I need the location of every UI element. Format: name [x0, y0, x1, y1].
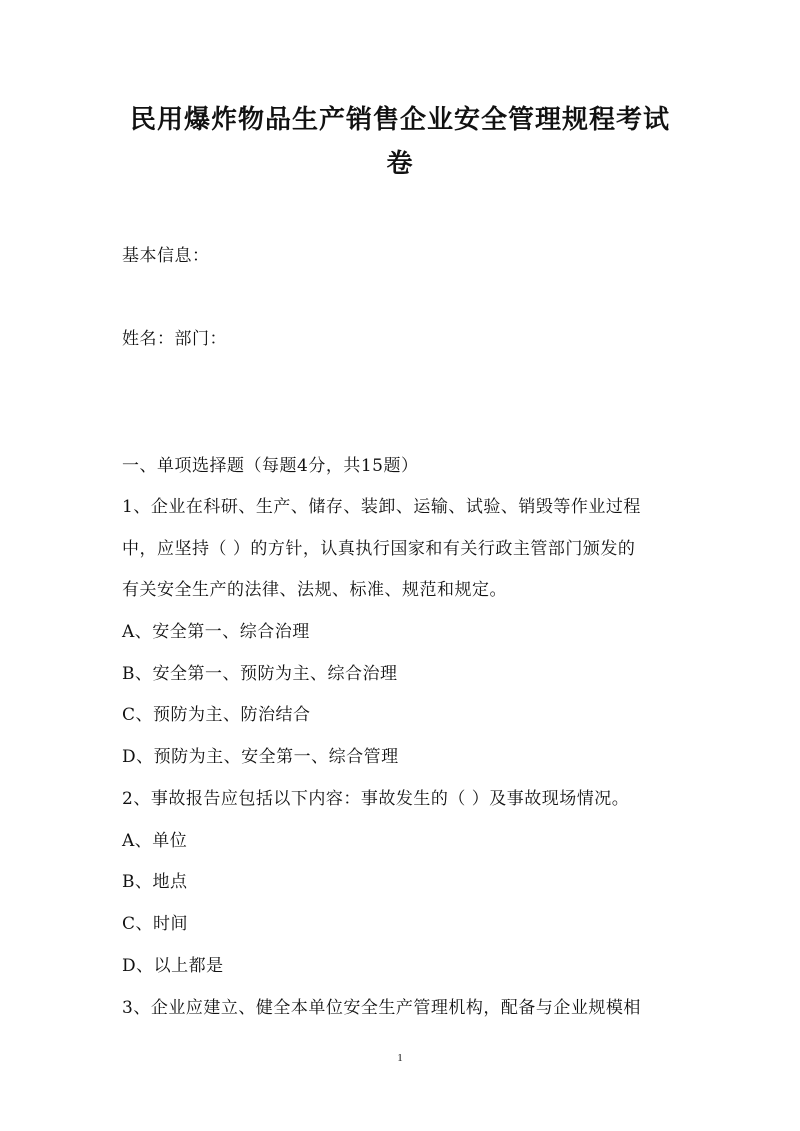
section-heading: 一、单项选择题（每题4分，共15题） — [122, 456, 419, 476]
question-2-option-a: A、单位 — [122, 831, 188, 851]
question-1-line-3: 有关安全生产的法律、法规、标准、规范和规定。 — [122, 580, 507, 600]
question-2-option-c: C、时间 — [122, 914, 189, 934]
question-1-option-b: B、安全第一、预防为主、综合治理 — [122, 664, 398, 684]
question-1-option-a: A、安全第一、综合治理 — [122, 622, 310, 642]
question-1-line-1: 1、企业在科研、生产、储存、装卸、运输、试验、销毁等作业过程 — [122, 497, 641, 517]
page-number: 1 — [397, 1052, 403, 1064]
question-2-option-b: B、地点 — [122, 872, 188, 892]
name-department-label: 姓名：部门： — [122, 329, 227, 349]
question-1-option-d: D、预防为主、安全第一、综合管理 — [122, 747, 399, 767]
document-title-line-1: 民用爆炸物品生产销售企业安全管理规程考试 — [129, 105, 670, 135]
document-title-line-2: 卷 — [386, 149, 414, 179]
question-2-line-1: 2、事故报告应包括以下内容：事故发生的（ ）及事故现场情况。 — [122, 789, 630, 809]
question-1-line-2: 中，应坚持（ ）的方针，认真执行国家和有关行政主管部门颁发的 — [122, 539, 636, 559]
question-1-option-c: C、预防为主、防治结合 — [122, 705, 311, 725]
basic-info-label: 基本信息： — [122, 246, 210, 266]
question-3-line-1: 3、企业应建立、健全本单位安全生产管理机构，配备与企业规模相 — [122, 998, 641, 1018]
question-2-option-d: D、以上都是 — [122, 956, 224, 976]
